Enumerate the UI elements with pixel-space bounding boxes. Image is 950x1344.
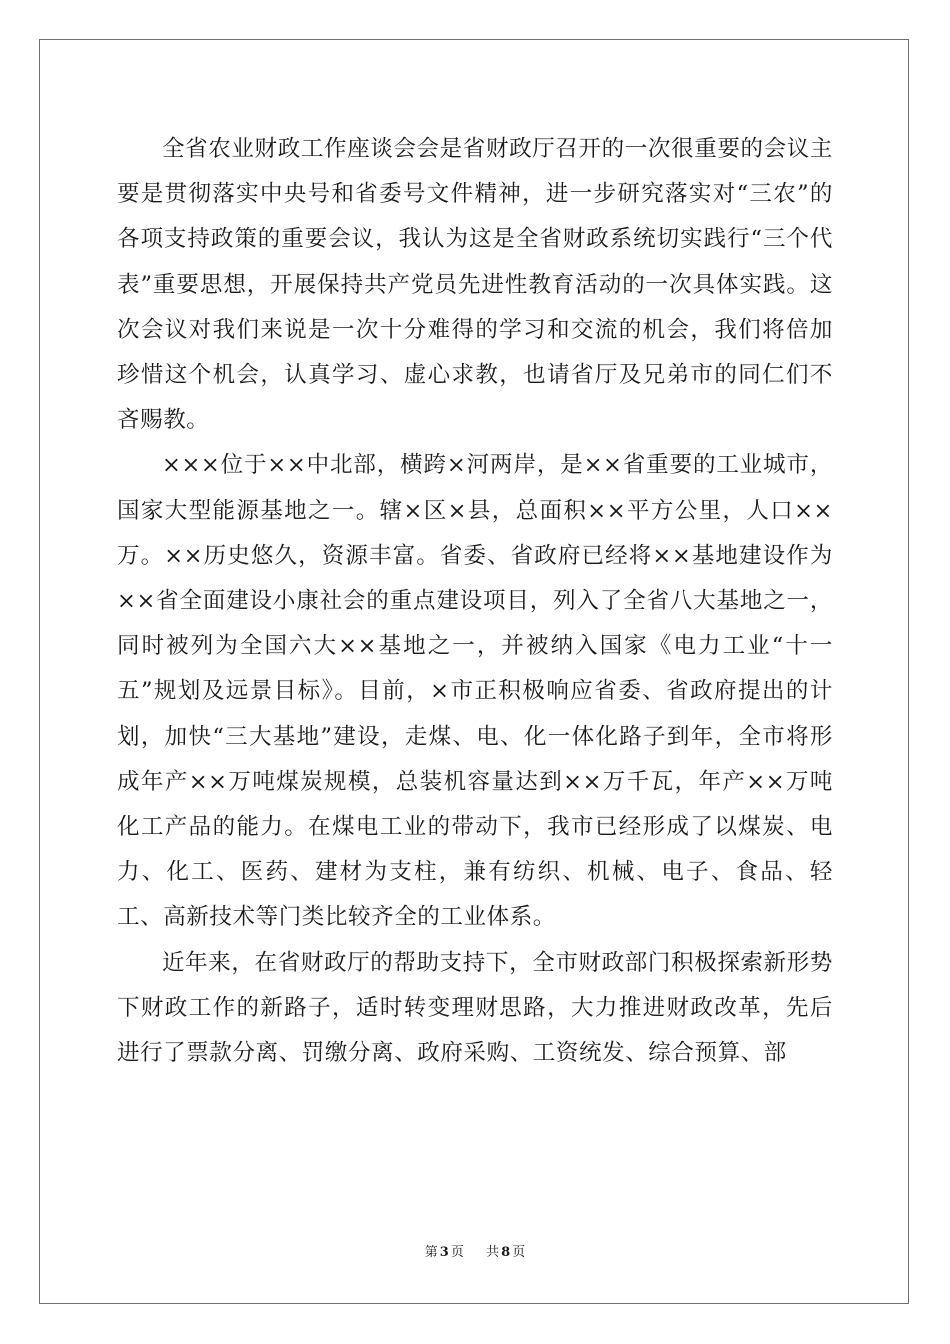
page-suffix: 页	[450, 1245, 464, 1260]
document-body	[117, 127, 833, 1076]
page-prefix: 第	[424, 1245, 438, 1260]
paragraph-3: 近年来，在省财政厅的帮助支持下，全市财政部门积极探索新形势下财政工作的新路子，适时转变理财思路，大力推进财政改革，先后进行了票款分离、罚缴分离、政府采购、工资统发、综合预算、部	[117, 949, 833, 1067]
page-footer	[0, 1243, 950, 1263]
page-number: 3	[439, 1245, 449, 1260]
total-pages: 8	[501, 1245, 511, 1260]
paragraph-1: 全省农业财政工作座谈会会是省财政厅召开的一次很重要的会议主要是贯彻落实中央号和省委号文件精神，进一步研究落实对“三农”的各项支持政策的重要会议，我认为这是全省财政系统切实践行“三个代表”重要思想，开展保持共产党员先进性教育活动的一次具体实践。这次会议对我们来说是一次十分难得的学习和交流的机会，我们将倍加珍惜这个机会，认真学习、虚心求教，也请省厅及兄弟市的同仁们不吝赐教。	[117, 136, 833, 434]
paragraph-2: ×××位于××中北部，横跨×河两岸，是××省重要的工业城市，国家大型能源基地之一。辖×区×县，总面积××平方公里，人口××万。××历史悠久，资源丰富。省委、省政府已经将××基地建设作为××省全面建设小康社会的重点建设项目，列入了全省八大基地之一，同时被列为全国六大××基地之一，并被纳入国家《电力工业“十一五”规划及远景目标》。目前，×市正积极响应省委、省政府提出的计划，加快“三大基地”建设，走煤、电、化一体化路子到年，全市将形成年产××万吨煤炭规模，总装机容量达到××万千瓦，年产××万吨化工产品的能力。在煤电工业的带动下，我市已经形成了以煤炭、电力、化工、医药、建材为支柱，兼有纺织、机械、电子、食品、轻工、高新技术等门类比较齐全的工业体系。	[117, 452, 833, 931]
total-prefix: 共	[486, 1245, 500, 1260]
total-suffix: 页	[512, 1245, 526, 1260]
